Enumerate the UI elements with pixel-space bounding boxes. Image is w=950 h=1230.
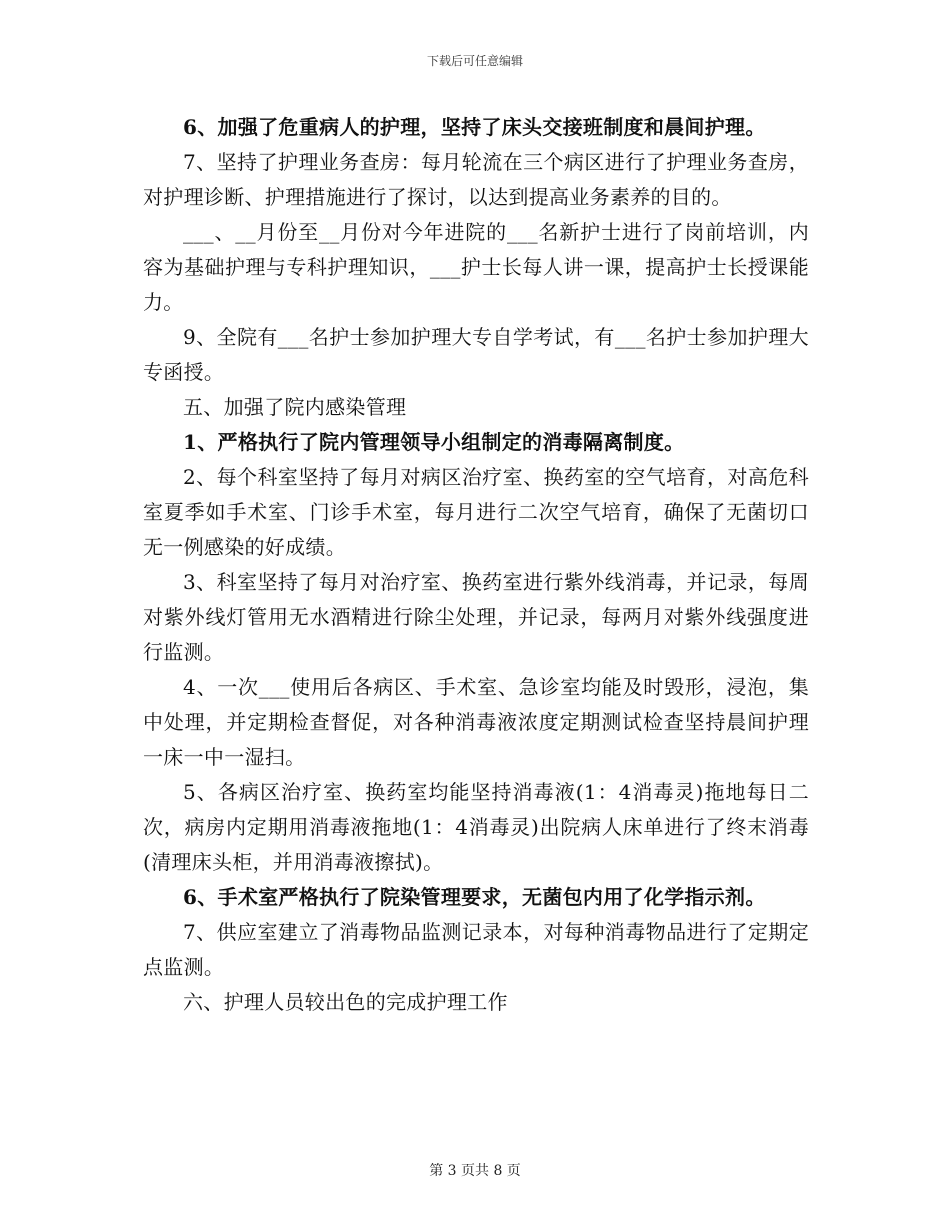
- page-number: 第 3 页共 8 页: [429, 1163, 521, 1179]
- paragraph-5-floor-disinfection: 5、各病区治疗室、换药室均能坚持消毒液(1：4消毒灵)拖地每日二次，病房内定期用消毒液拖地(1：4消毒灵)出院病人床单进行了终末消毒(清理床头柜，并用消毒液擦拭)。: [143, 780, 809, 874]
- section-heading-infection-control: 五、加强了院内感染管理: [183, 395, 407, 419]
- page-header: 下载后可任意编辑: [426, 54, 523, 68]
- paragraph-1-disinfection-system: 1、严格执行了院内管理领导小组制定的消毒隔离制度。: [183, 430, 685, 454]
- document-body: [143, 110, 809, 1020]
- paragraph-2-air-culture: 2、每个科室坚持了每月对病区治疗室、换药室的空气培育，对高危科室夏季如手术室、门诊手术室，每月进行二次空气培育，确保了无菌切口无一例感染的好成绩。: [143, 465, 809, 559]
- paragraph-8-new-nurse-training: ___、__月份至__月份对今年进院的___名新护士进行了岗前培训，内容为基础护理与专科护理知识，___护士长每人讲一课，提高护士长授课能力。: [143, 220, 809, 314]
- paragraph-6-operating-room: 6、手术室严格执行了院染管理要求，无菌包内用了化学指示剂。: [183, 885, 766, 909]
- paragraph-3-uv-disinfection: 3、科室坚持了每月对治疗室、换药室进行紫外线消毒，并记录，每周对紫外线灯管用无水酒精进行除尘处理，并记录，每两月对紫外线强度进行监测。: [143, 570, 809, 664]
- paragraph-7-nursing-rounds: 7、坚持了护理业务查房：每月轮流在三个病区进行了护理业务查房，对护理诊断、护理措施进行了探讨，以达到提高业务素养的目的。: [143, 150, 809, 209]
- paragraph-7-supply-room: 7、供应室建立了消毒物品监测记录本，对每种消毒物品进行了定期定点监测。: [143, 920, 809, 979]
- section-heading-nursing-staff: 六、护理人员较出色的完成护理工作: [183, 990, 508, 1014]
- paragraph-4-disposal: 4、一次___使用后各病区、手术室、急诊室均能及时毁形，浸泡，集中处理，并定期检查督促，对各种消毒液浓度定期测试检查坚持晨间护理一床一中一湿扫。: [143, 675, 809, 769]
- paragraph-6-critical-care: 6、加强了危重病人的护理，坚持了床头交接班制度和晨间护理。: [183, 115, 766, 139]
- paragraph-9-college-exams: 9、全院有___名护士参加护理大专自学考试，有___名护士参加护理大专函授。: [143, 325, 809, 384]
